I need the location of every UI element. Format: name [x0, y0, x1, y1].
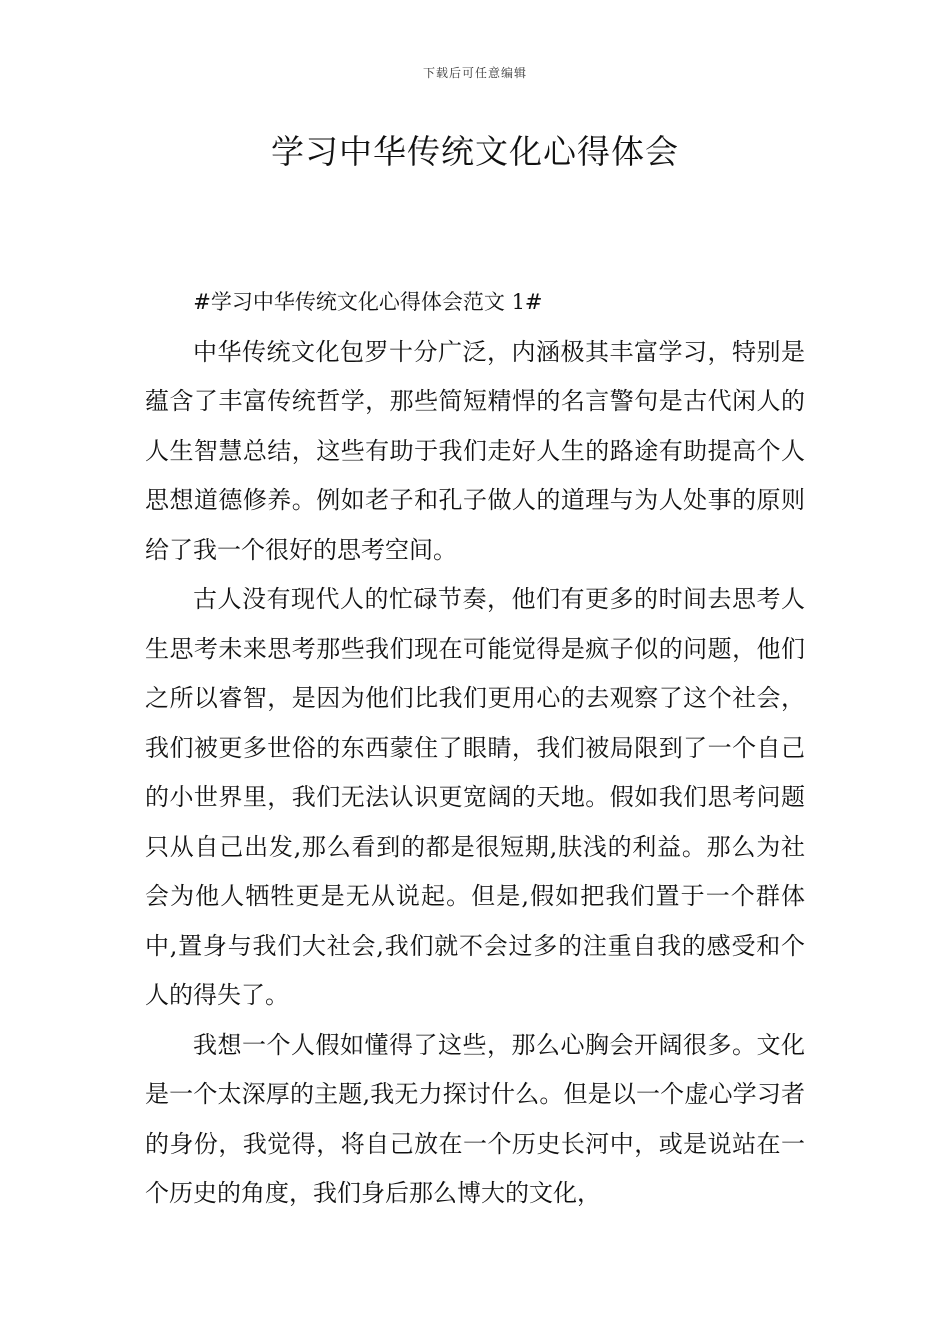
paragraph: 我想一个人假如懂得了这些，那么心胸会开阔很多。文化是一个太深厚的主题,我无力探讨什么。但是以一个虚心学习者的身份，我觉得，将自己放在一个历史长河中，或是说站在一个历史的角度，我们身后那么博大的文化，: [145, 1030, 805, 1207]
document-body: [145, 278, 805, 1219]
document-title: 学习中华传统文化心得体会: [271, 132, 679, 171]
paragraph: 古人没有现代人的忙碌节奏，他们有更多的时间去思考人生思考未来思考那些我们现在可能觉得是疯子似的问题，他们之所以睿智，是因为他们比我们更用心的去观察了这个社会，我们被更多世俗的东西蒙住了眼睛，我们被局限到了一个自己的小世界里，我们无法认识更宽阔的天地。假如我们思考问题只从自己出发,那么看到的都是很短期,肤浅的利益。那么为社会为他人牺牲更是无从说起。但是,假如把我们置于一个群体中,置身与我们大社会,我们就不会过多的注重自我的感受和个人的得失了。: [145, 585, 805, 1009]
paragraph: 中华传统文化包罗十分广泛，内涵极其丰富学习，特别是蕴含了丰富传统哲学，那些简短精悍的名言警句是古代闲人的人生智慧总结，这些有助于我们走好人生的路途有助提高个人思想道德修养。例如老子和孔子做人的道理与为人处事的原则给了我一个很好的思考空间。: [145, 337, 805, 564]
header-note: 下载后可任意编辑: [422, 66, 527, 80]
section-heading: #学习中华传统文化心得体会范文 1#: [193, 290, 543, 314]
